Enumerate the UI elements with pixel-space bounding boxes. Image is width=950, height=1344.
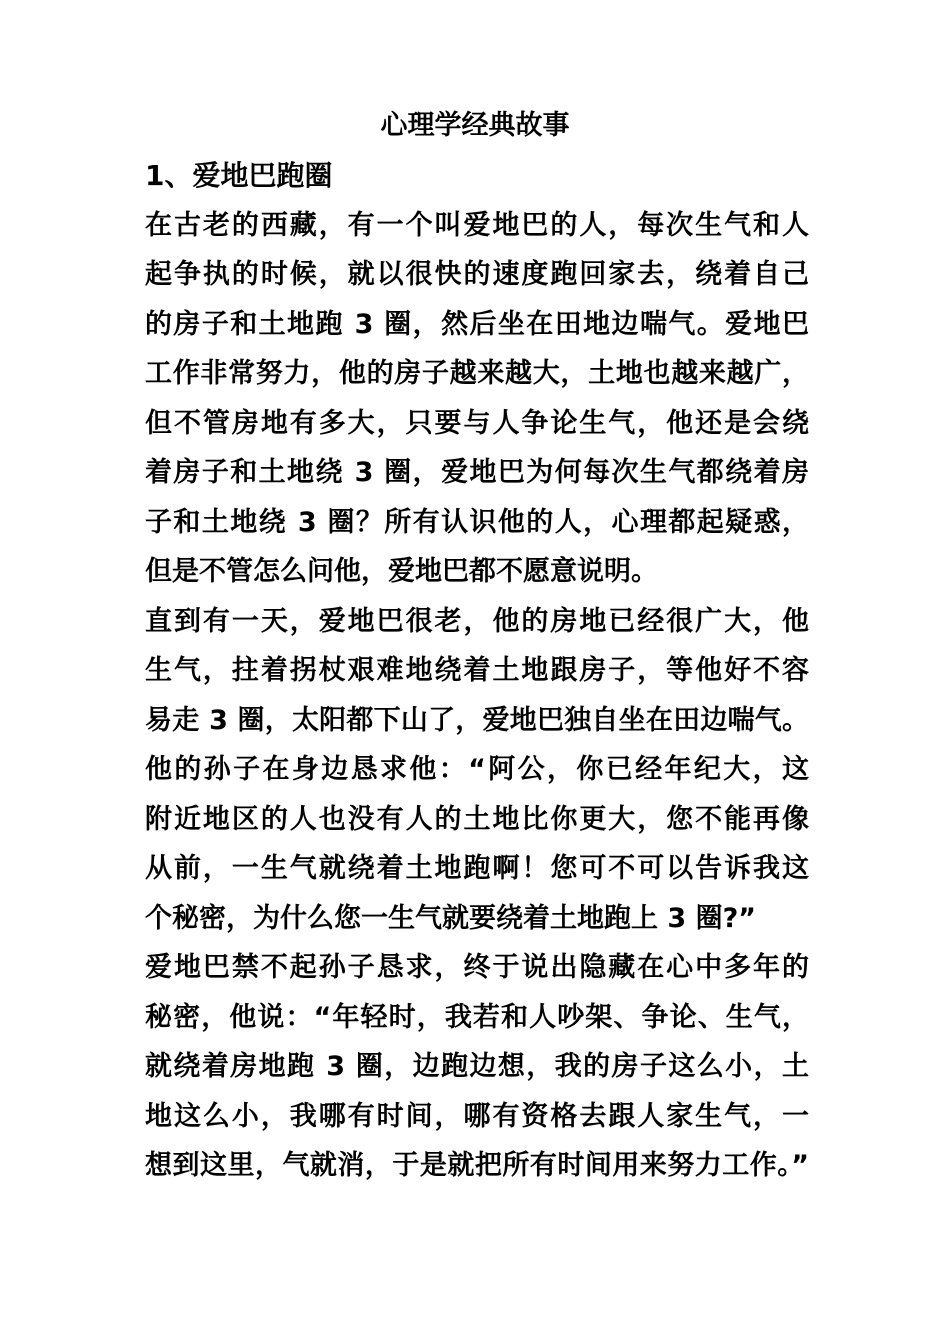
paragraph-line: 从前，一生气就绕着土地跑啊！您可不可以告诉我这 [145, 853, 809, 884]
paragraph-line: 起争执的时候，就以很快的速度跑回家去，绕着自己 [145, 259, 809, 290]
paragraph-line: 易走 3 圈，太阳都下山了，爱地巴独自坐在田边喘气。 [145, 704, 809, 736]
paragraph-line: 着房子和土地绕 3 圈，爱地巴为何每次生气都绕着房 [145, 457, 809, 488]
paragraph-line: 子和土地绕 3 圈？所有认识他的人，心理都起疑惑， [145, 506, 809, 538]
paragraph-line: 但是不管怎么问他，爱地巴都不愿意说明。 [145, 556, 658, 587]
paragraph-line: 秘密，他说：“年轻时，我若和人吵架、争论、生气， [145, 1001, 809, 1033]
document-body [145, 151, 809, 1191]
paragraph-line: 个秘密，为什么您一生气就要绕着土地跑上 3 圈?” [145, 902, 756, 934]
paragraph-line: 但不管房地有多大，只要与人争论生气，他还是会绕 [145, 407, 809, 439]
paragraph-line: 地这么小，我哪有时间，哪有资格去跟人家生气，一 [145, 1100, 809, 1132]
document-title: 心理学经典故事 [380, 110, 570, 141]
section-heading: 1、爱地巴跑圈 [145, 159, 333, 192]
paragraph-line: 生气，拄着拐杖艰难地绕着土地跟房子，等他好不容 [145, 655, 809, 686]
paragraph-line: 直到有一天，爱地巴很老，他的房地已经很广大，他 [145, 605, 809, 637]
paragraph-line: 爱地巴禁不起孙子恳求，终于说出隐藏在心中多年的 [145, 952, 809, 983]
paragraph-line: 的房子和土地跑 3 圈，然后坐在田地边喘气。爱地巴 [145, 308, 809, 340]
paragraph-line: 工作非常努力，他的房子越来越大，土地也越来越广， [145, 358, 809, 389]
paragraph-line: 想到这里，气就消，于是就把所有时间用来努力工作。” [145, 1150, 809, 1181]
paragraph-line: 就绕着房地跑 3 圈，边跑边想，我的房子这么小，土 [145, 1051, 809, 1082]
paragraph-line: 他的孙子在身边恳求他：“阿公，你已经年纪大，这 [145, 754, 809, 785]
paragraph-line: 在古老的西藏，有一个叫爱地巴的人，每次生气和人 [145, 209, 809, 241]
paragraph-line: 附近地区的人也没有人的土地比你更大，您不能再像 [145, 803, 809, 835]
